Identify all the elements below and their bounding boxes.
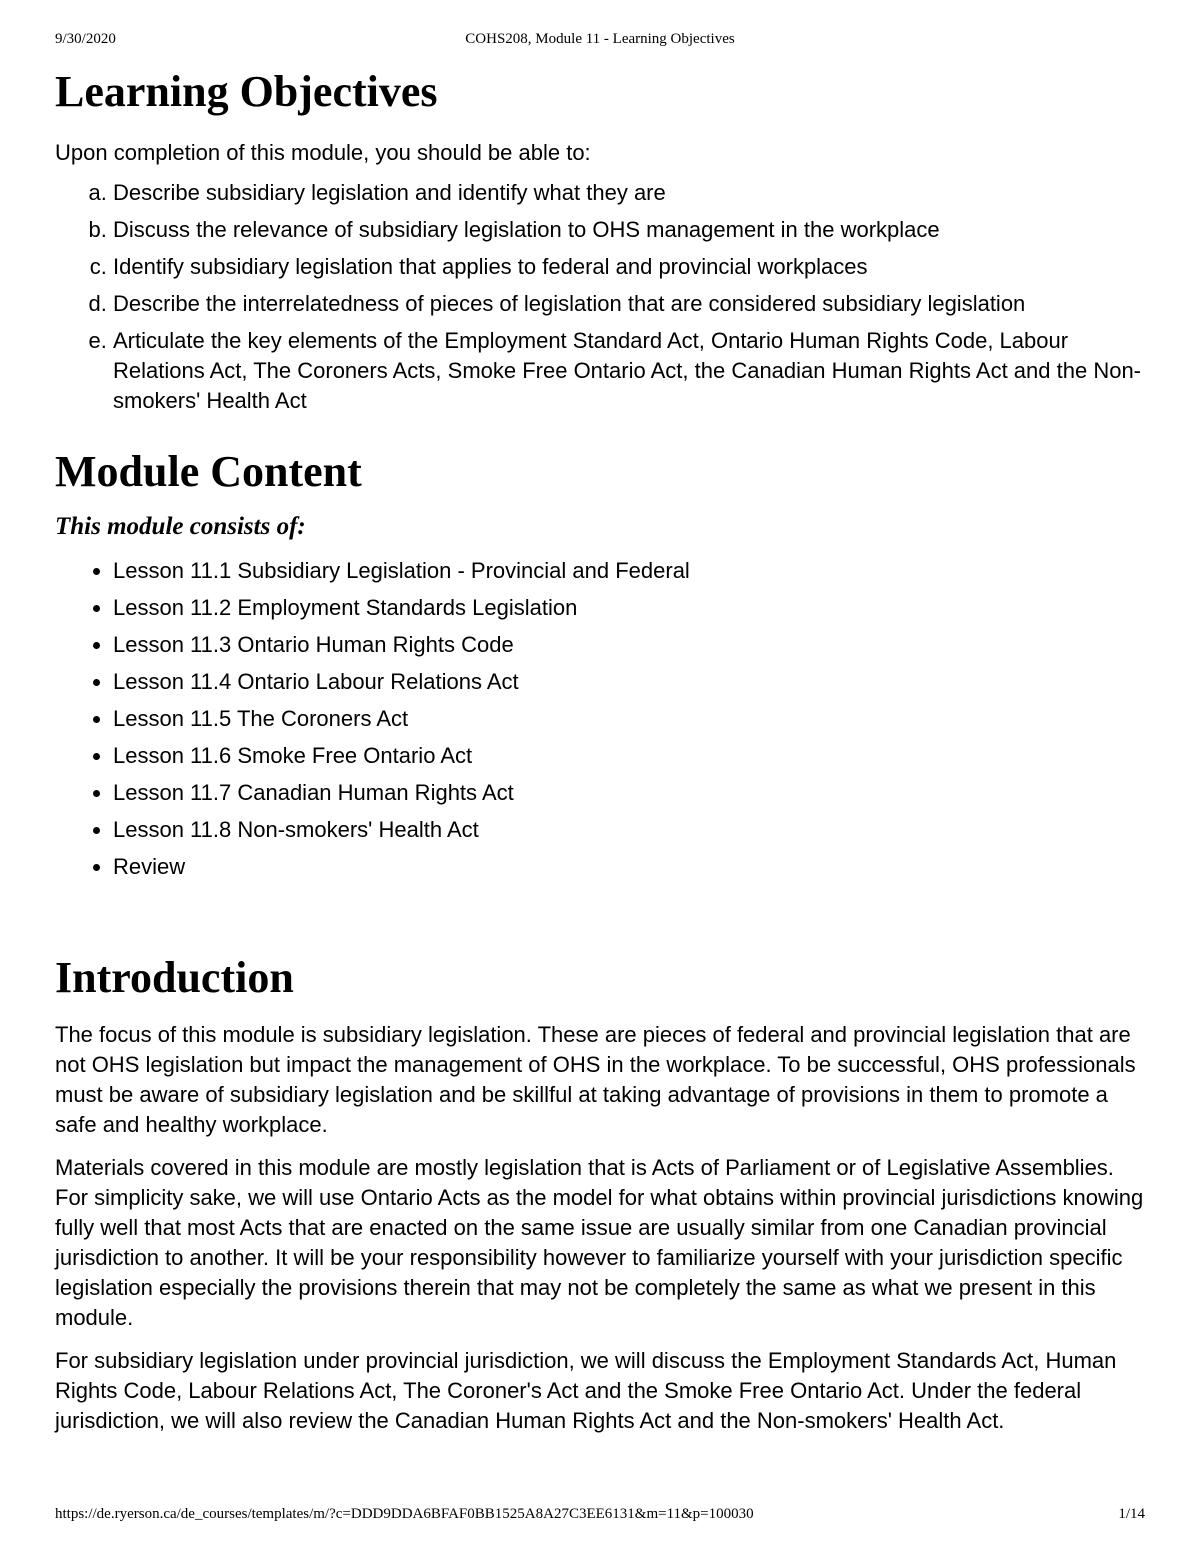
introduction-paragraph: The focus of this module is subsidiary legislation. These are pieces of federal and provincial legislation that are not OHS legislation but impact the management of OHS in the workplace. To be successful, OHS professionals must be aware of subsidiary legislation and be skillful at taking advantage of provisions in them to promote a safe and healthy workplace. [55,1022,1136,1137]
page-content [55,62,1150,1436]
introduction-paragraph: For subsidiary legislation under provincial jurisdiction, we will discuss the Employment Standards Act, Human Rights Code, Labour Relations Act, The Coroner's Act and the Smoke Free Ontario Act. Under the federal jurisdiction, we will also review the Canadian Human Rights Act and the Non-smokers' Health Act. [55,1348,1117,1433]
lesson-item: • Lesson 11.5 The Coroners Act [113,704,1150,734]
print-page-title: COHS208, Module 11 - Learning Objectives [465,31,735,47]
objectives-list [55,178,1150,416]
print-footer [55,1503,1145,1525]
objectives-intro: Upon completion of this module, you should be able to: [55,140,591,165]
objective-item: a. Describe subsidiary legislation and identify what they are [113,178,1150,208]
lesson-item: • Lesson 11.3 Ontario Human Rights Code [113,630,1150,660]
lesson-item: • Lesson 11.7 Canadian Human Rights Act [113,778,1150,808]
lesson-item: • Lesson 11.6 Smoke Free Ontario Act [113,741,1150,771]
lesson-item: • Lesson 11.1 Subsidiary Legislation - Provincial and Federal [113,556,1150,586]
objective-item: e. Articulate the key elements of the Employment Standard Act, Ontario Human Rights Code, Labour Relations Act, The Coroners Acts, Smoke Free Ontario Act, the Canadian Human Rights Act and the Non-smokers' Health Act [113,326,1150,416]
lesson-item: • Lesson 11.2 Employment Standards Legislation [113,593,1150,623]
lesson-item: • Lesson 11.8 Non-smokers' Health Act [113,815,1150,845]
lesson-item: • Review [113,852,1150,882]
print-header [55,28,1145,50]
lessons-list [55,556,1150,882]
print-date: 9/30/2020 [55,31,116,47]
introduction-heading: Introduction [55,953,294,1002]
objective-item: b. Discuss the relevance of subsidiary legislation to OHS management in the workplace [113,215,1150,245]
page-number: 1/14 [1118,1506,1145,1522]
lesson-item: • Lesson 11.4 Ontario Labour Relations Act [113,667,1150,697]
introduction-paragraph: Materials covered in this module are mostly legislation that is Acts of Parliament or of Legislative Assemblies. For simplicity sake, we will use Ontario Acts as the model for what obtains within provincial jurisdictions knowing fully well that most Acts that are enacted on the same issue are usually similar from one Canadian provincial jurisdiction to another. It will be your responsibility however to familiarize yourself with your jurisdiction specific legislation especially the provisions therein that may not be completely the same as what we present in this module. [55,1155,1144,1330]
print-url: https://de.ryerson.ca/de_courses/templates/m/?c=DDD9DDA6BFAF0BB1525A8A27C3EE6131&m=11&p=100030 [55,1506,754,1522]
module-consists-subheading: This module consists of: [55,513,306,540]
learning-objectives-heading: Learning Objectives [55,67,438,116]
objective-item: d. Describe the interrelatedness of pieces of legislation that are considered subsidiary legislation [113,289,1150,319]
objective-item: c. Identify subsidiary legislation that applies to federal and provincial workplaces [113,252,1150,282]
module-content-heading: Module Content [55,447,362,496]
